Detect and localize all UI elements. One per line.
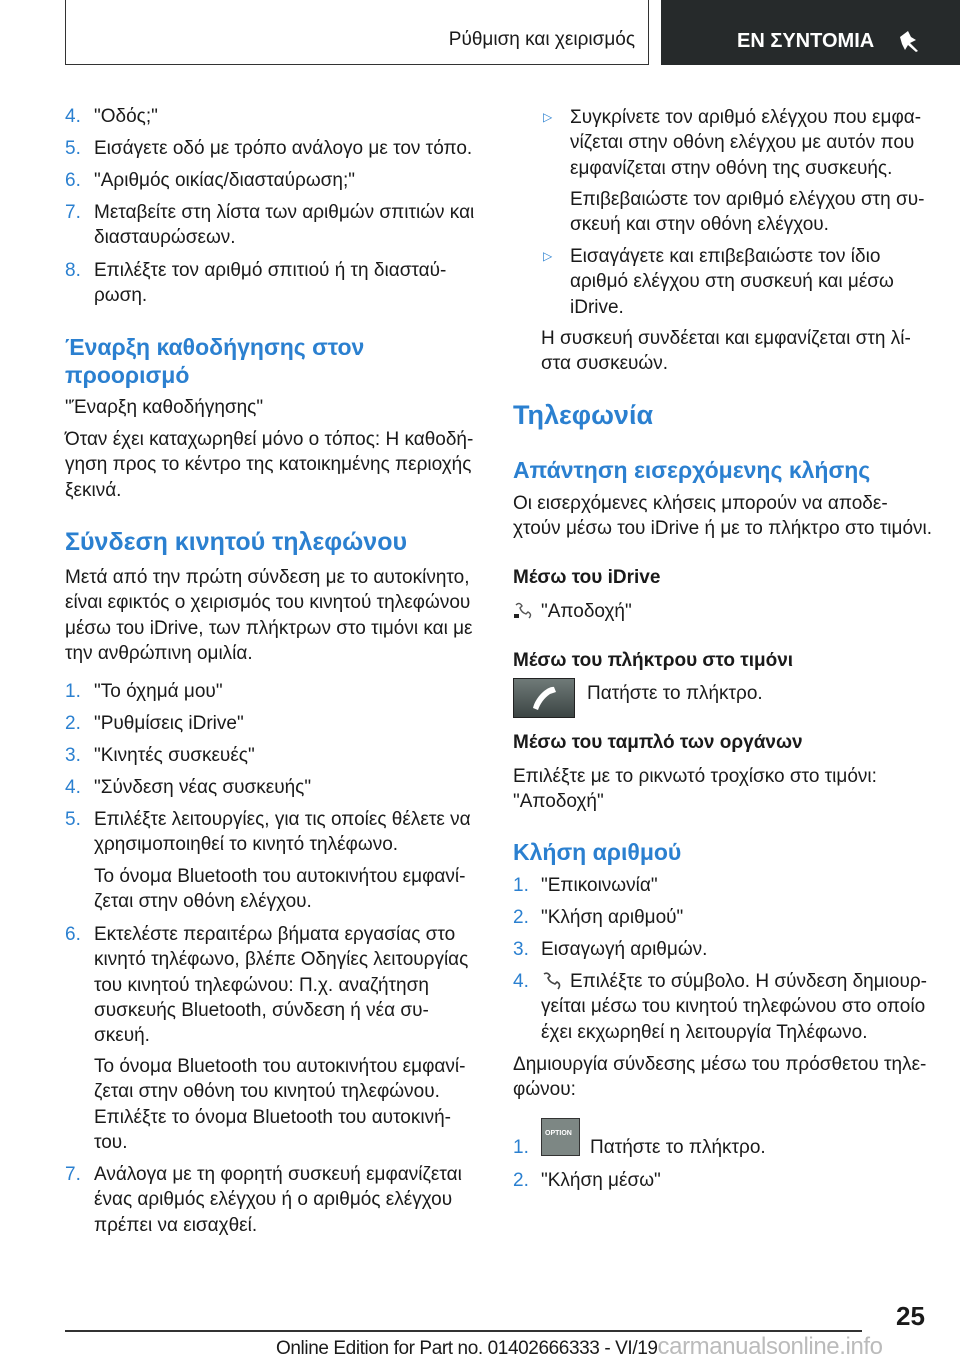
bullet-note: Επιβεβαιώστε τον αριθμό ελέγχου στη συ- σκευή και στην οθόνη ελέγχου. <box>570 189 925 236</box>
phone-button-image <box>513 678 575 718</box>
list-number: 6. <box>65 170 81 191</box>
bullet-item: Εισαγάγετε και επιβεβαιώστε τον ίδιο αριθμό ελέγχου στη συσκευή και μέσω iDrive. <box>570 246 894 318</box>
footer-divider <box>65 1330 862 1332</box>
list-item: "Σύνδεση νέας συσκευής" <box>94 777 312 798</box>
list-number: 4. <box>65 106 81 127</box>
connected-paragraph: Η συσκευή συνδέεται και εμφανίζεται στη λί- στα συσκευών. <box>541 328 911 375</box>
list-note: Το όνομα Bluetooth του αυτοκινήτου εμφανί- ζεται στην οθόνη του κινητού τηλεφώνου. Επιλέξτε το όνομα Bluetooth του αυτοκινή- του. <box>94 1056 466 1153</box>
list-item: "Το όχημά μου" <box>94 681 223 702</box>
list-number: 7. <box>65 202 81 223</box>
connect-paragraph: Μετά από την πρώτη σύνδεση με το αυτοκίνητο, είναι εφικτός ο χειρισμός του κινητού τηλεφώνου μέσω του iDrive, των πλήκτρων στο τιμόνι και με την ανθρώπινη ομιλία. <box>65 567 473 664</box>
list-item: Επιλέξτε λειτουργίες, για τις οποίες θέλετε να χρησιμοποιηθεί το κινητό τηλέφωνο. <box>94 809 471 856</box>
bullet-item: Συγκρίνετε τον αριθμό ελέγχου που εμφα- νίζεται στην οθόνη ελέγχου με αυτόν που εμφανίζεται στην οθόνη της συσκευής. <box>570 107 922 179</box>
heading-telephony: Τηλεφωνία <box>513 400 654 430</box>
list-note: Το όνομα Bluetooth του αυτοκινήτου εμφανί- ζεται στην οθόνη ελέγχου. <box>94 866 466 913</box>
list-item: "Κλήση αριθμού" <box>541 907 684 928</box>
answer-paragraph: Οι εισερχόμενες κλήσεις μπορούν να αποδε- χτούν μέσω του iDrive ή με το πλήκτρο στο τιμόνι. <box>513 493 933 540</box>
accept-command: "Αποδοχή" <box>541 601 632 622</box>
list-item: "Κλήση μέσω" <box>541 1170 661 1191</box>
list-item: "Οδός;" <box>94 106 158 127</box>
option-key-label: OPTION <box>545 1130 572 1137</box>
list-item: Μεταβείτε στη λίστα των αριθμών σπιτιών και διασταυρώσεων. <box>94 202 475 249</box>
edition-text: Online Edition for Part no. 01402666333 - VI/19 <box>276 1338 658 1359</box>
list-number: 6. <box>65 924 81 945</box>
heading-connect-phone: Σύνδεση κινητού τηλεφώνου <box>65 528 408 556</box>
option-key-image <box>541 1118 580 1156</box>
phone-accept-icon <box>513 601 533 621</box>
list-item: "Ρυθμίσεις iDrive" <box>94 713 244 734</box>
heading-answer-call: Απάντηση εισερχόμενης κλήσης <box>513 457 871 483</box>
list-number: 2. <box>513 1170 529 1191</box>
list-item: Εισάγετε οδό με τρόπο ανάλογο με τον τόπο. <box>94 138 473 159</box>
list-number: 3. <box>513 939 529 960</box>
pin-icon <box>896 28 922 54</box>
list-number: 8. <box>65 260 81 281</box>
bullet-triangle-icon: ▷ <box>543 249 553 263</box>
list-item: Επιλέξτε τον αριθμό σπιτιού ή τη διασταύ- ρωση. <box>94 260 447 307</box>
press-button-text: Πατήστε το πλήκτρο. <box>587 683 763 704</box>
start-command: "Έναρξη καθοδήγησης" <box>65 397 264 418</box>
list-number: 1. <box>513 875 529 896</box>
list-number: 4. <box>513 971 529 992</box>
section-title: Ρύθμιση και χειρισμός <box>448 29 635 50</box>
list-item: "Κινητές συσκευές" <box>94 745 255 766</box>
subheading-instrument-cluster: Μέσω του ταμπλό των οργάνων <box>513 732 803 753</box>
list-number: 3. <box>65 745 81 766</box>
list-item: Πατήστε το πλήκτρο. <box>590 1137 766 1158</box>
subheading-idrive: Μέσω του iDrive <box>513 567 661 588</box>
page-number: 25 <box>896 1301 925 1331</box>
list-item: Εισαγωγή αριθμών. <box>541 939 708 960</box>
chapter-tab[interactable] <box>661 0 960 65</box>
watermark[interactable]: carmanualsonline.info <box>657 1333 883 1360</box>
list-item: Εκτελέστε περαιτέρω βήματα εργασίας στο κινητό τηλέφωνο, βλέπε Οδηγίες λειτουργίας του κινητού τηλεφώνου: Π.χ. αναζήτηση συσκευής Bluetooth, σύνδεση ή νέα συ- σκευή. <box>94 924 469 1047</box>
list-number: 2. <box>513 907 529 928</box>
bullet-triangle-icon: ▷ <box>543 110 553 124</box>
list-number: 2. <box>65 713 81 734</box>
list-number: 1. <box>513 1137 529 1158</box>
list-item: Ανάλογα με τη φορητή συσκευή εμφανίζεται ένας αριθμός ελέγχου ή ο αριθμός ελέγχου πρέπει να εισαχθεί. <box>94 1164 462 1236</box>
list-number: 4. <box>65 777 81 798</box>
list-item: Επιλέξτε το σύμβολο. Η σύνδεση δημιουρ- γείται μέσω του κινητού τηλεφώνου στο οποίο έχει εκχωρηθεί η λειτουργία Τηλέφωνο. <box>541 971 927 1043</box>
heading-start-guidance: Έναρξη καθοδήγησης στον προορισμό <box>65 334 365 388</box>
list-number: 1. <box>65 681 81 702</box>
list-number: 7. <box>65 1164 81 1185</box>
list-item: "Αριθμός οικίας/διασταύρωση;" <box>94 170 355 191</box>
extra-phone-paragraph: Δημιουργία σύνδεσης μέσω του πρόσθετου τηλε- φώνου: <box>513 1054 927 1101</box>
footer-edition <box>276 1333 883 1361</box>
start-paragraph: Όταν έχει καταχωρηθεί μόνο ο τόπος: Η καθοδή- γηση προς το κέντρο της κατοικημένης περιοχής ξεκινά. <box>65 429 474 501</box>
handset-icon <box>528 684 560 712</box>
list-item: "Επικοινωνία" <box>541 875 658 896</box>
cluster-paragraph: Επιλέξτε με το ρικνωτό τροχίσκο στο τιμόνι: "Αποδοχή" <box>513 766 877 813</box>
list-number: 5. <box>65 138 81 159</box>
subheading-steering-button: Μέσω του πλήκτρου στο τιμόνι <box>513 650 794 671</box>
list-number: 5. <box>65 809 81 830</box>
heading-dial-number: Κλήση αριθμού <box>513 839 682 865</box>
chapter-tab-label: ΕΝ ΣΥΝΤΟΜΙΑ <box>737 30 875 52</box>
